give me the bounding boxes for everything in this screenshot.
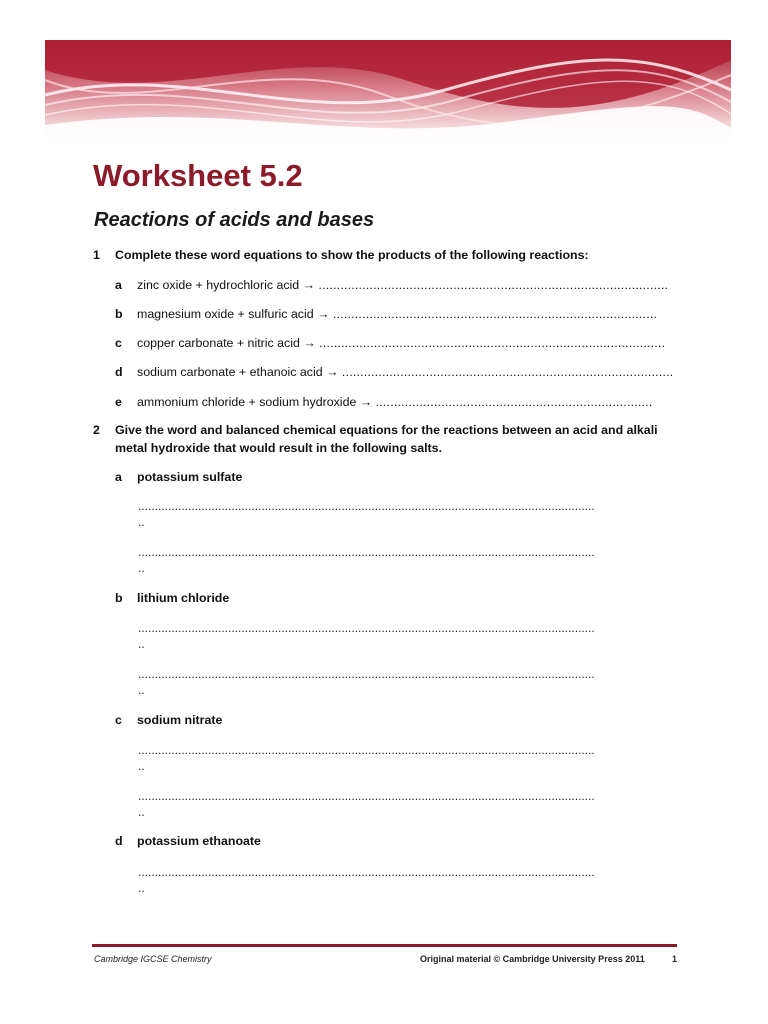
item-letter: e [115,395,122,409]
question-text: Give the word and balanced chemical equations for the reactions between an acid and alkali metal hydroxide that would result in the following salts. [115,423,658,455]
item-text: copper carbonate + nitric acid → [137,336,320,350]
answer-line[interactable]: ......................................................................................................................................... .. [138,866,595,895]
item-letter: d [115,365,123,379]
answer-line[interactable]: ......................................................................................................................................... .. [138,744,595,773]
footer-copyright: Original material © Cambridge University Press 2011 [420,954,645,964]
page-number: 1 [672,954,678,964]
answer-blank[interactable]: ............................................................................ [375,395,653,409]
question-number: 2 [93,423,100,437]
item-text: ammonium chloride + sodium hydroxide → [137,395,376,409]
item-text: potassium sulfate [137,470,243,484]
question-1 [93,246,693,264]
decorative-wave-banner [45,40,731,144]
footer-divider [92,944,677,947]
answer-line[interactable]: ......................................................................................................................................... .. [138,546,595,575]
item-text: potassium ethanoate [137,834,261,848]
item-letter: a [115,470,122,484]
page-title: Worksheet 5.2 [93,158,303,193]
item-letter: a [115,278,122,292]
item-letter: b [115,307,123,321]
item-text: sodium nitrate [137,713,223,727]
answer-blank[interactable]: ......................................................................................... [332,307,658,321]
item-text: magnesium oxide + sulfuric acid → [137,307,333,321]
footer-book-title: Cambridge IGCSE Chemistry [94,954,212,964]
item-text: zinc oxide + hydrochloric acid → [137,278,319,292]
header-banner [45,40,731,144]
item-letter: c [115,336,122,350]
answer-line[interactable]: ......................................................................................................................................... .. [138,500,595,529]
item-letter: c [115,713,122,727]
question-text: Complete these word equations to show the products of the following reactions: [115,248,589,262]
question-number: 1 [93,248,100,262]
answer-blank[interactable]: ........................................................................................... [341,365,674,379]
item-text: sodium carbonate + ethanoic acid → [137,365,342,379]
item-letter: d [115,834,123,848]
answer-line[interactable]: ......................................................................................................................................... .. [138,622,595,651]
item-letter: b [115,591,123,605]
answer-blank[interactable]: ............................................................................................... [319,336,666,350]
answer-line[interactable]: ......................................................................................................................................... .. [138,790,595,819]
answer-blank[interactable]: ................................................................................................ [318,278,669,292]
item-text: lithium chloride [137,591,230,605]
page-subtitle: Reactions of acids and bases [94,209,375,231]
question-2 [93,421,693,457]
answer-line[interactable]: ......................................................................................................................................... .. [138,668,595,697]
